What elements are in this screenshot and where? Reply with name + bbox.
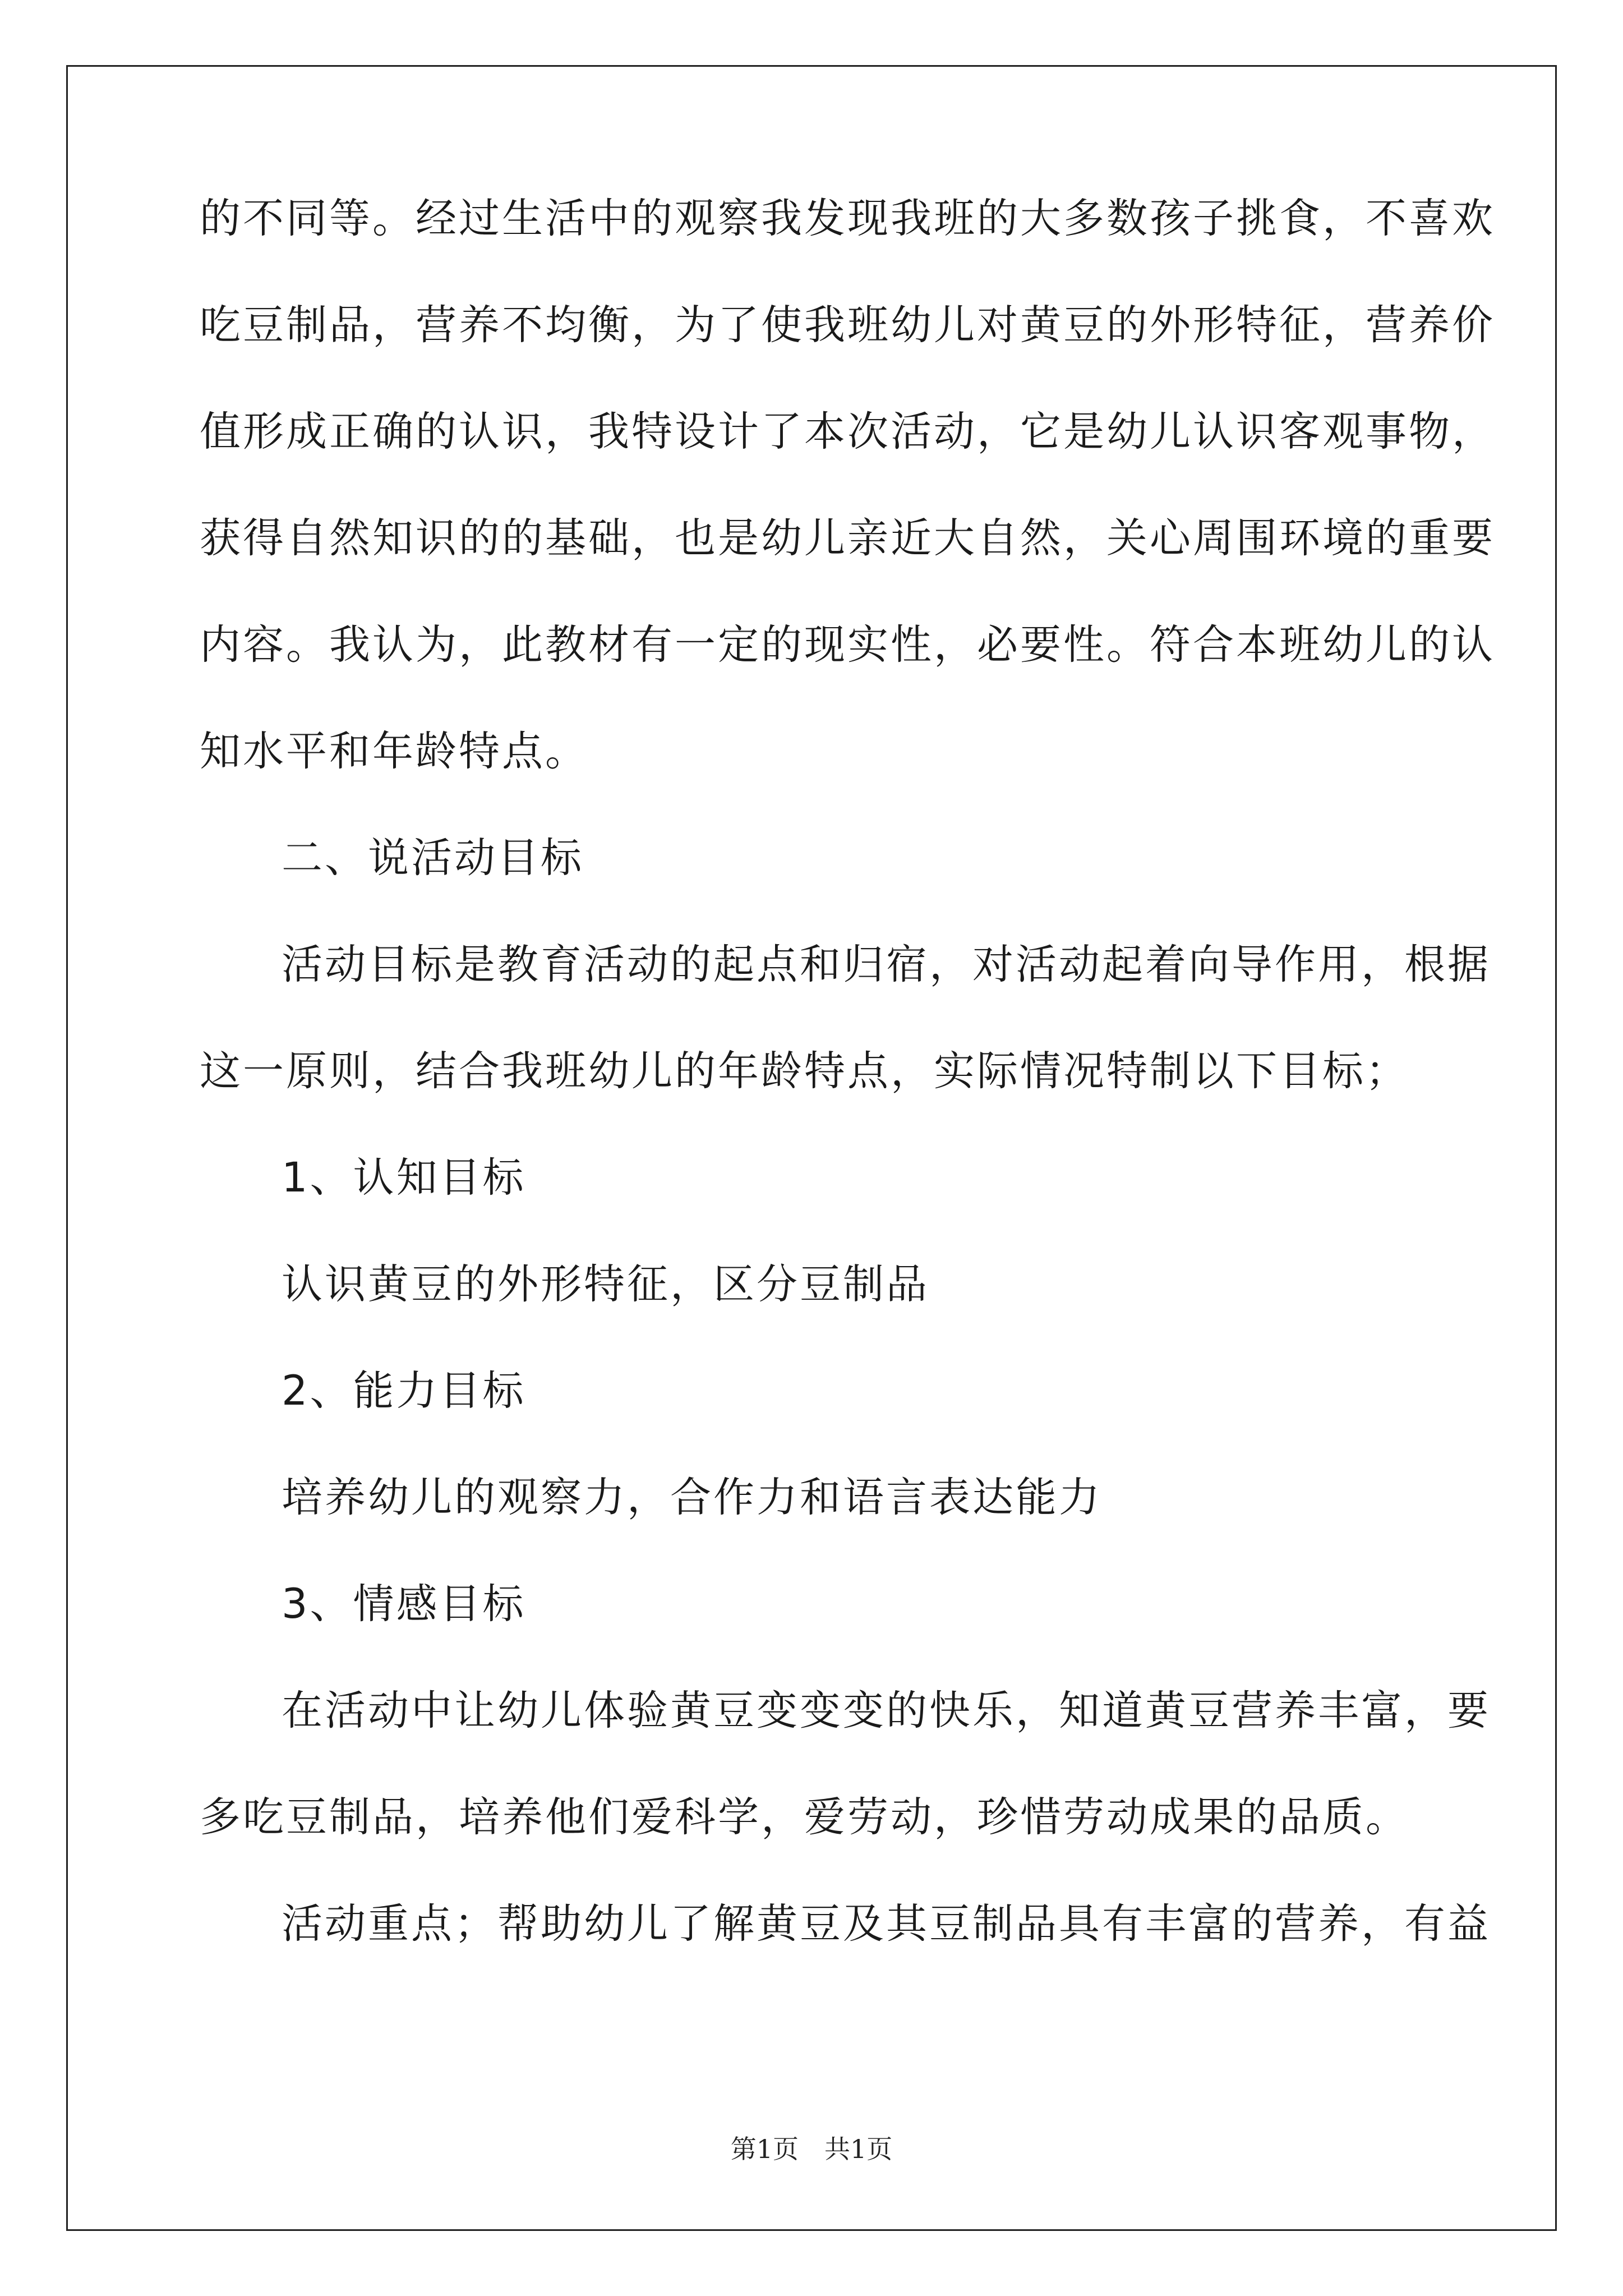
paragraph-line: 获得自然知识的的基础，也是幼儿亲近大自然，关心周围环境的重要 xyxy=(200,514,1495,562)
paragraph-line: 吃豆制品，营养不均衡，为了使我班幼儿对黄豆的外形特征，营养价 xyxy=(200,301,1495,349)
subheading: 1、认知目标 xyxy=(282,1154,526,1202)
paragraph-line: 的不同等。经过生活中的观察我发现我班的大多数孩子挑食，不喜欢 xyxy=(200,195,1495,242)
paragraph-line: 认识黄豆的外形特征，区分豆制品 xyxy=(282,1260,929,1308)
paragraph-line: 在活动中让幼儿体验黄豆变变变的快乐，知道黄豆营养丰富，要 xyxy=(282,1687,1491,1734)
paragraph-line: 内容。我认为，此教材有一定的现实性，必要性。符合本班幼儿的认 xyxy=(200,621,1495,669)
paragraph-line: 活动目标是教育活动的起点和归宿，对活动起着向导作用，根据 xyxy=(282,941,1491,988)
section-heading: 二、说活动目标 xyxy=(282,834,584,882)
paragraph-line: 知水平和年龄特点。 xyxy=(200,728,588,775)
page-number-footer: 第1页 共1页 xyxy=(730,2134,893,2164)
paragraph-line: 这一原则，结合我班幼儿的年龄特点，实际情况特制以下目标； xyxy=(200,1047,1409,1095)
subheading: 2、能力目标 xyxy=(282,1367,526,1415)
paragraph-line: 培养幼儿的观察力，合作力和语言表达能力 xyxy=(282,1474,1102,1521)
paragraph-line: 值形成正确的认识，我特设计了本次活动，它是幼儿认识客观事物， xyxy=(200,408,1495,455)
subheading: 3、情感目标 xyxy=(282,1580,526,1628)
paragraph-line: 多吃豆制品，培养他们爱科学，爱劳动，珍惜劳动成果的品质。 xyxy=(200,1793,1409,1841)
paragraph-line: 活动重点；帮助幼儿了解黄豆及其豆制品具有丰富的营养，有益 xyxy=(282,1900,1491,1948)
